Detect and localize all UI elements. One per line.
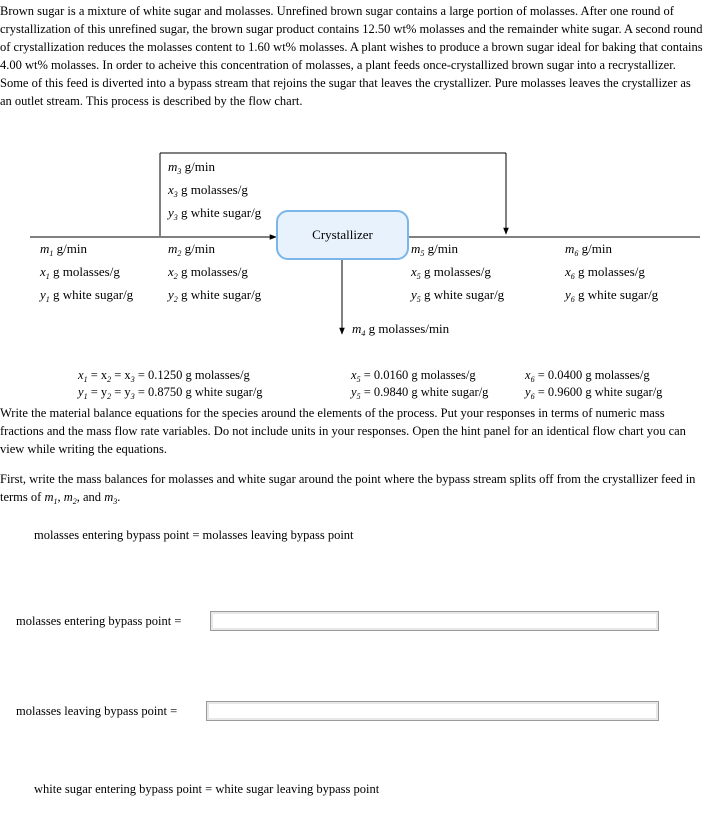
stream-2-label: $m_2$ g/min $x_2$ g molasses/g $y_2$ g white sugar/g [168,241,262,304]
given-x6: $x_6 = 0.0400$ g molasses/g [525,368,650,384]
stream-1-label: $m_1$ g/min $x_1$ g molasses/g $y_1$ g white sugar/g [40,241,134,304]
crystallizer-unit [276,210,409,260]
crystallizer-label: Crystallizer [312,227,373,242]
problem-intro: Brown sugar is a mixture of white sugar and molasses. Unrefined brown sugar contains a large portion of molasses. After one round of crystallization of this unrefined sugar, the brown sugar product contains 12.50 wt% molasses and the remainder white sugar. A second round of crystallization reduces the molasses content to 1.60 wt% molasses. A plant wishes to produce a brown sugar ideal for baking that contains 4.00 wt% molasses. In order to acheive this concentration of molasses, a plant feeds once-crystallized brown sugar into a recrystallizer. Some of this feed is diverted into a bypass stream that rejoins the sugar that leaves the crystallizer. Pure molasses leaves the crystallizer as an outlet stream. This process is described by the flow chart. [0,4,703,108]
stream-4-label: $m_4$ g molasses/min [352,321,450,338]
molasses-entering-input[interactable] [210,611,659,631]
field2-label: molasses leaving bypass point = [16,704,178,718]
field1-label: molasses entering bypass point = [16,614,182,628]
given-y5: $y_5 = 0.9840$ g white sugar/g [351,385,489,401]
stream-6-label: $m_6$ g/min $x_6$ g molasses/g $y_6$ g white sugar/g [565,241,659,304]
stream-3-label: $m_3$ g/min $x_3$ g molasses/g $y_3$ g white sugar/g [168,159,262,222]
sugar-balance-heading: white sugar entering bypass point = white sugar leaving bypass point [34,782,380,796]
molasses-balance-heading: molasses entering bypass point = molasses leaving bypass point [34,528,354,542]
molasses-leaving-input[interactable] [206,701,659,721]
instructions-text: Write the material balance equations for the species around the elements of the process. Put your responses in terms of numeric mass fractions and the mass flow rate variables. Do not include units in your responses. Open the hint panel for an identical flow chart you can view while writing the equations. [0,406,686,456]
given-x123: $x_1 = x_2 = x_3 = 0.1250$ g molasses/g [78,368,250,384]
given-y123: $y_1 = y_2 = y_3 = 0.8750$ g white sugar/g [78,385,263,401]
first-part-text: First, write the mass balances for molasses and white sugar around the point where the bypass stream splits off from the crystallizer feed in terms of $m_1$, $m_2$, and $m_3$. [0,472,696,506]
given-y6: $y_6 = 0.9600$ g white sugar/g [525,385,663,401]
stream-5-label: $m_5$ g/min $x_5$ g molasses/g $y_5$ g white sugar/g [411,241,505,304]
given-x5: $x_5 = 0.0160$ g molasses/g [351,368,476,384]
